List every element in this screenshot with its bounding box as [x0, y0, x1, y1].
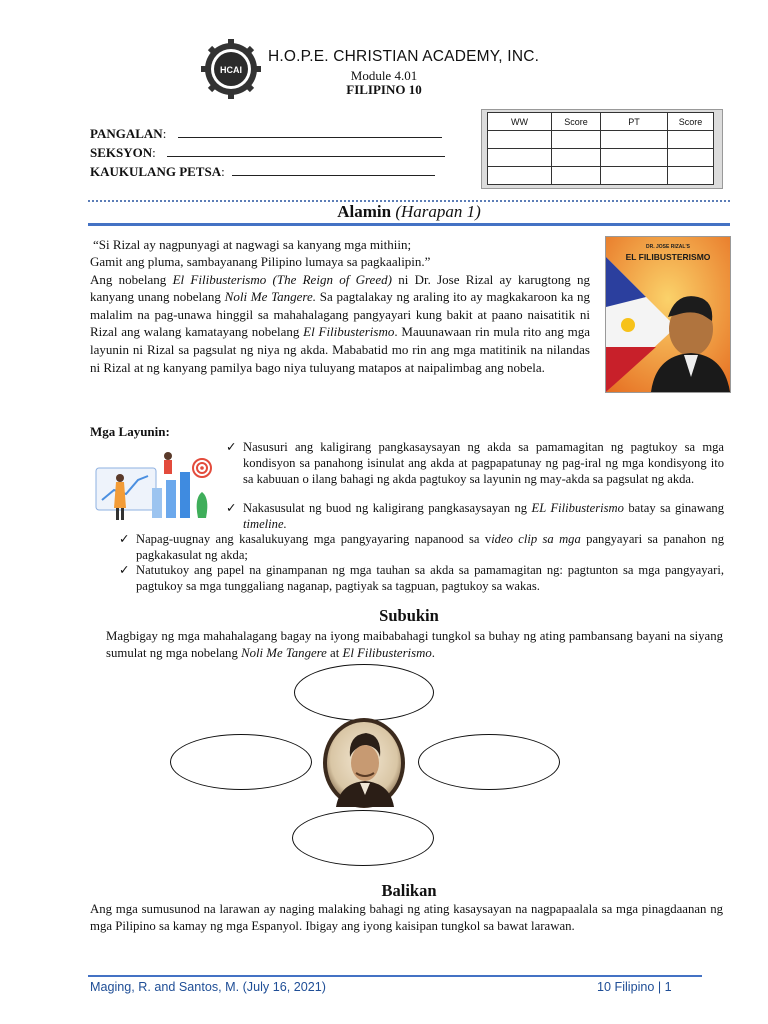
section-label: SEKSYON	[90, 145, 153, 160]
score-cell[interactable]	[552, 131, 601, 149]
layunin-heading: Mga Layunin:	[90, 424, 170, 439]
check-icon: ✓	[119, 532, 130, 546]
score-cell[interactable]	[488, 149, 552, 167]
balikan-heading: Balikan	[381, 881, 437, 900]
score-header-pt: PT	[601, 113, 668, 131]
score-cell[interactable]	[668, 167, 714, 185]
subukin-heading: Subukin	[379, 606, 439, 625]
rizal-portrait	[322, 717, 406, 809]
module-number: Module 4.01	[350, 68, 418, 83]
date-field[interactable]: KAUKULANG PETSA:	[90, 164, 435, 180]
cover-title: EL FILIBUSTERISMO	[625, 252, 711, 262]
score-cell[interactable]	[668, 149, 714, 167]
alamin-paragraph: Gamit ang pluma, sambayanang Pilipino lumaya sa pagkaalipin.” Ang nobelang El Filibusterismo (The Reign of Greed) ni Dr. Jose Rizal ay karugtong ng kanyang unang nobelang Noli Me Tangere. Sa pagtalakay ng araling ito ay magkakaroon ka ng malalim na pag-unawa hinggil sa mahahalagang pangyayari kung bakit at paano naisatitik ni Rizal ang walang kamatayang nobelang El Filibusterismo. Mauunawaan rin mula rito ang mga layunin ni Rizal sa pagsulat ng niya ng akda. Mababatid mo rin ang mga matitinik na nilandas ni Rizal at ng kanyang pamilya bago niya tuluyang matapos at naipalimbag ang nobela.	[90, 254, 591, 375]
layunin-item-3: ✓ Napag-uugnay ang kasalukuyang mga pangyayaring napanood sa video clip sa mga pangyayari sa panahon ng pagkakasulat ng akda;	[119, 532, 724, 562]
answer-bubble-right[interactable]	[418, 734, 560, 790]
score-table	[487, 112, 714, 185]
score-cell[interactable]	[601, 149, 668, 167]
score-cell[interactable]	[601, 167, 668, 185]
check-icon: ✓	[226, 440, 237, 454]
footer-page-number: 10 Filipino | 1	[597, 980, 672, 994]
alamin-quote: “Si Rizal ay nagpunyagi at nagwagi sa kanyang mga mithiin;	[93, 237, 412, 252]
section-field[interactable]: SEKSYON:	[90, 145, 445, 161]
subukin-instructions: Magbigay ng mga mahahalagang bagay na iyong maibabahagi tungkol sa buhay ng ating pambansang bayani na siyang sumulat ng mga nobelang Noli Me Tangere at El Filibusterismo.	[106, 629, 723, 660]
cover-small-title: DR. JOSE RIZAL'S	[646, 244, 690, 250]
layunin-item-4: ✓ Natutukoy ang papel na ginampanan ng mga tauhan sa akda sa pamamagitan ng: pagtunton sa mga pangyayari, pagtukoy sa mga tunggaliang naganap, pagtiyak sa tagpuan, pagtukoy sa wakas.	[119, 563, 724, 593]
score-cell[interactable]	[552, 149, 601, 167]
book-cover-image	[605, 236, 731, 393]
answer-bubble-bottom[interactable]	[292, 810, 434, 866]
layunin-item-1: ✓ Nasusuri ang kaligirang pangkasaysayan ng akda sa pamamagitan ng pagtukoy sa mga kondisyon sa panahong isinulat ang akda at pagpapatunay ng pag-iral ng mga kondisyong ito sa kabuuan o ilang bahagi ng akda pagtukoy sa layunin ng may-akda sa pagsulat ng akda.	[226, 440, 724, 486]
score-cell[interactable]	[488, 131, 552, 149]
name-field[interactable]: PANGALAN:	[90, 126, 442, 142]
check-icon: ✓	[119, 563, 130, 577]
footer-divider	[88, 975, 702, 977]
check-icon: ✓	[226, 501, 237, 515]
answer-bubble-left[interactable]	[170, 734, 312, 790]
school-name: H.O.P.E. CHRISTIAN ACADEMY, INC.	[268, 48, 540, 65]
name-label: PANGALAN	[90, 126, 163, 141]
footer-citation: Maging, R. and Santos, M. (July 16, 2021)	[90, 980, 326, 994]
score-cell[interactable]	[552, 167, 601, 185]
date-label: KAUKULANG PETSA	[90, 164, 222, 179]
score-header-score-1: Score	[552, 113, 601, 131]
layunin-item-2: ✓ Nakasusulat ng buod ng kaligirang pangkasaysayan ng EL Filibusterismo batay sa ginawang timeline.	[226, 501, 725, 531]
score-header-ww: WW	[488, 113, 552, 131]
logo-text: HCAI	[220, 65, 242, 75]
goals-illustration	[90, 448, 218, 526]
score-cell[interactable]	[601, 131, 668, 149]
balikan-text: Ang mga sumusunod na larawan ay naging malaking bahagi ng ating kasaysayan na nagpapaalala sa mga pinagdaanan ng mga Pilipino sa kamay ng mga Espanyol. Ibigay ang iyong kaisipan tungkol sa bawat larawan.	[90, 902, 723, 933]
score-cell[interactable]	[668, 131, 714, 149]
subject-title: FILIPINO 10	[346, 82, 422, 97]
divider-blue	[88, 223, 730, 226]
answer-bubble-top[interactable]	[294, 664, 434, 721]
score-cell[interactable]	[488, 167, 552, 185]
alamin-heading: Alamin (Harapan 1)	[337, 202, 481, 221]
score-header-score-2: Score	[668, 113, 714, 131]
